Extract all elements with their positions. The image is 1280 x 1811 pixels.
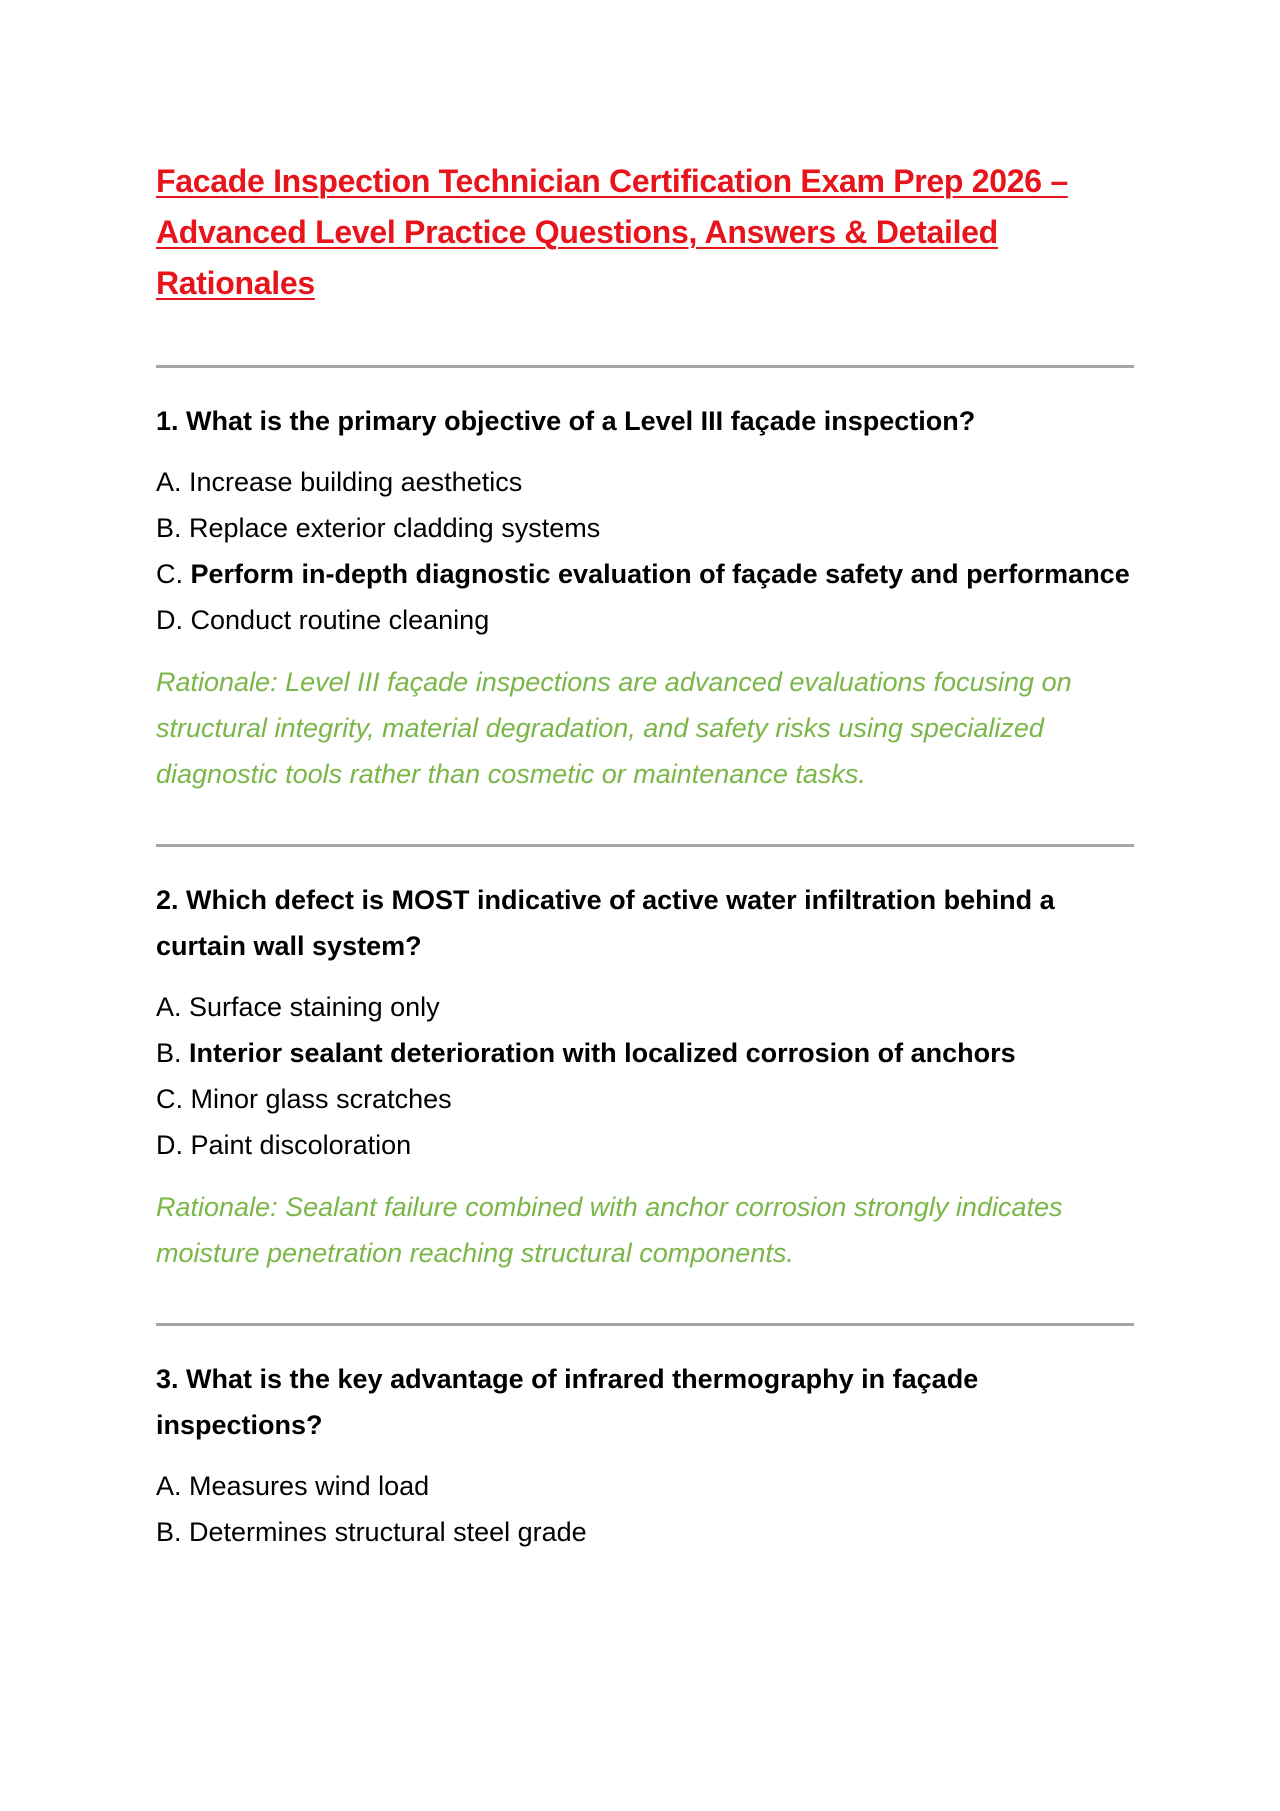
option-text: Increase building aesthetics <box>189 467 523 497</box>
correct-option-text: Perform in-depth diagnostic evaluation of façade safety and performance <box>190 559 1130 589</box>
option-letter: C. <box>156 559 191 589</box>
option-text: Measures wind load <box>189 1471 430 1501</box>
section-divider <box>156 844 1134 847</box>
option-a <box>156 459 1134 505</box>
option-letter: C. <box>156 1084 191 1114</box>
section-divider <box>156 1323 1134 1326</box>
question-text: 1. What is the primary objective of a Level III façade inspection? <box>156 406 976 436</box>
option-letter: D. <box>156 605 191 635</box>
option-letter: B. <box>156 1517 190 1547</box>
question-block-3 <box>156 1356 1134 1555</box>
option-d <box>156 597 1134 643</box>
question-block-1 <box>156 398 1134 797</box>
option-a <box>156 1463 1134 1509</box>
option-text: Paint discoloration <box>190 1130 412 1160</box>
answer-options <box>156 1463 1134 1555</box>
correct-option-text: Interior sealant deterioration with localized corrosion of anchors <box>189 1038 1016 1068</box>
option-text: Determines structural steel grade <box>189 1517 587 1547</box>
option-a <box>156 984 1134 1030</box>
question-text: 3. What is the key advantage of infrared thermography in façade inspections? <box>156 1364 979 1440</box>
option-c-correct <box>156 551 1134 597</box>
question-block-2 <box>156 877 1134 1276</box>
option-letter: D. <box>156 1130 191 1160</box>
option-b <box>156 505 1134 551</box>
option-text: Replace exterior cladding systems <box>189 513 601 543</box>
option-b <box>156 1509 1134 1555</box>
document-page <box>156 156 1134 1555</box>
rationale-text: Rationale: Level III façade inspections are advanced evaluations focusing on structural integrity, material degradation, and safety risks using specialized diagnostic tools rather than cosmetic or maintenance tasks. <box>156 667 1072 789</box>
question-text: 2. Which defect is MOST indicative of active water infiltration behind a curtain wall system? <box>156 885 1055 961</box>
document-title: Facade Inspection Technician Certification Exam Prep 2026 – Advanced Level Practice Questions, Answers & Detailed Rationales <box>156 163 1068 301</box>
option-letter: A. <box>156 992 190 1022</box>
option-letter: B. <box>156 513 190 543</box>
option-letter: A. <box>156 467 190 497</box>
option-text: Conduct routine cleaning <box>190 605 490 635</box>
section-divider <box>156 365 1134 368</box>
option-letter: B. <box>156 1038 190 1068</box>
option-text: Minor glass scratches <box>190 1084 452 1114</box>
option-letter: A. <box>156 1471 190 1501</box>
answer-options <box>156 984 1134 1168</box>
rationale-text: Rationale: Sealant failure combined with anchor corrosion strongly indicates moisture penetration reaching structural components. <box>156 1192 1063 1268</box>
option-text: Surface staining only <box>189 992 440 1022</box>
answer-options <box>156 459 1134 643</box>
option-c <box>156 1076 1134 1122</box>
option-d <box>156 1122 1134 1168</box>
option-b-correct <box>156 1030 1134 1076</box>
